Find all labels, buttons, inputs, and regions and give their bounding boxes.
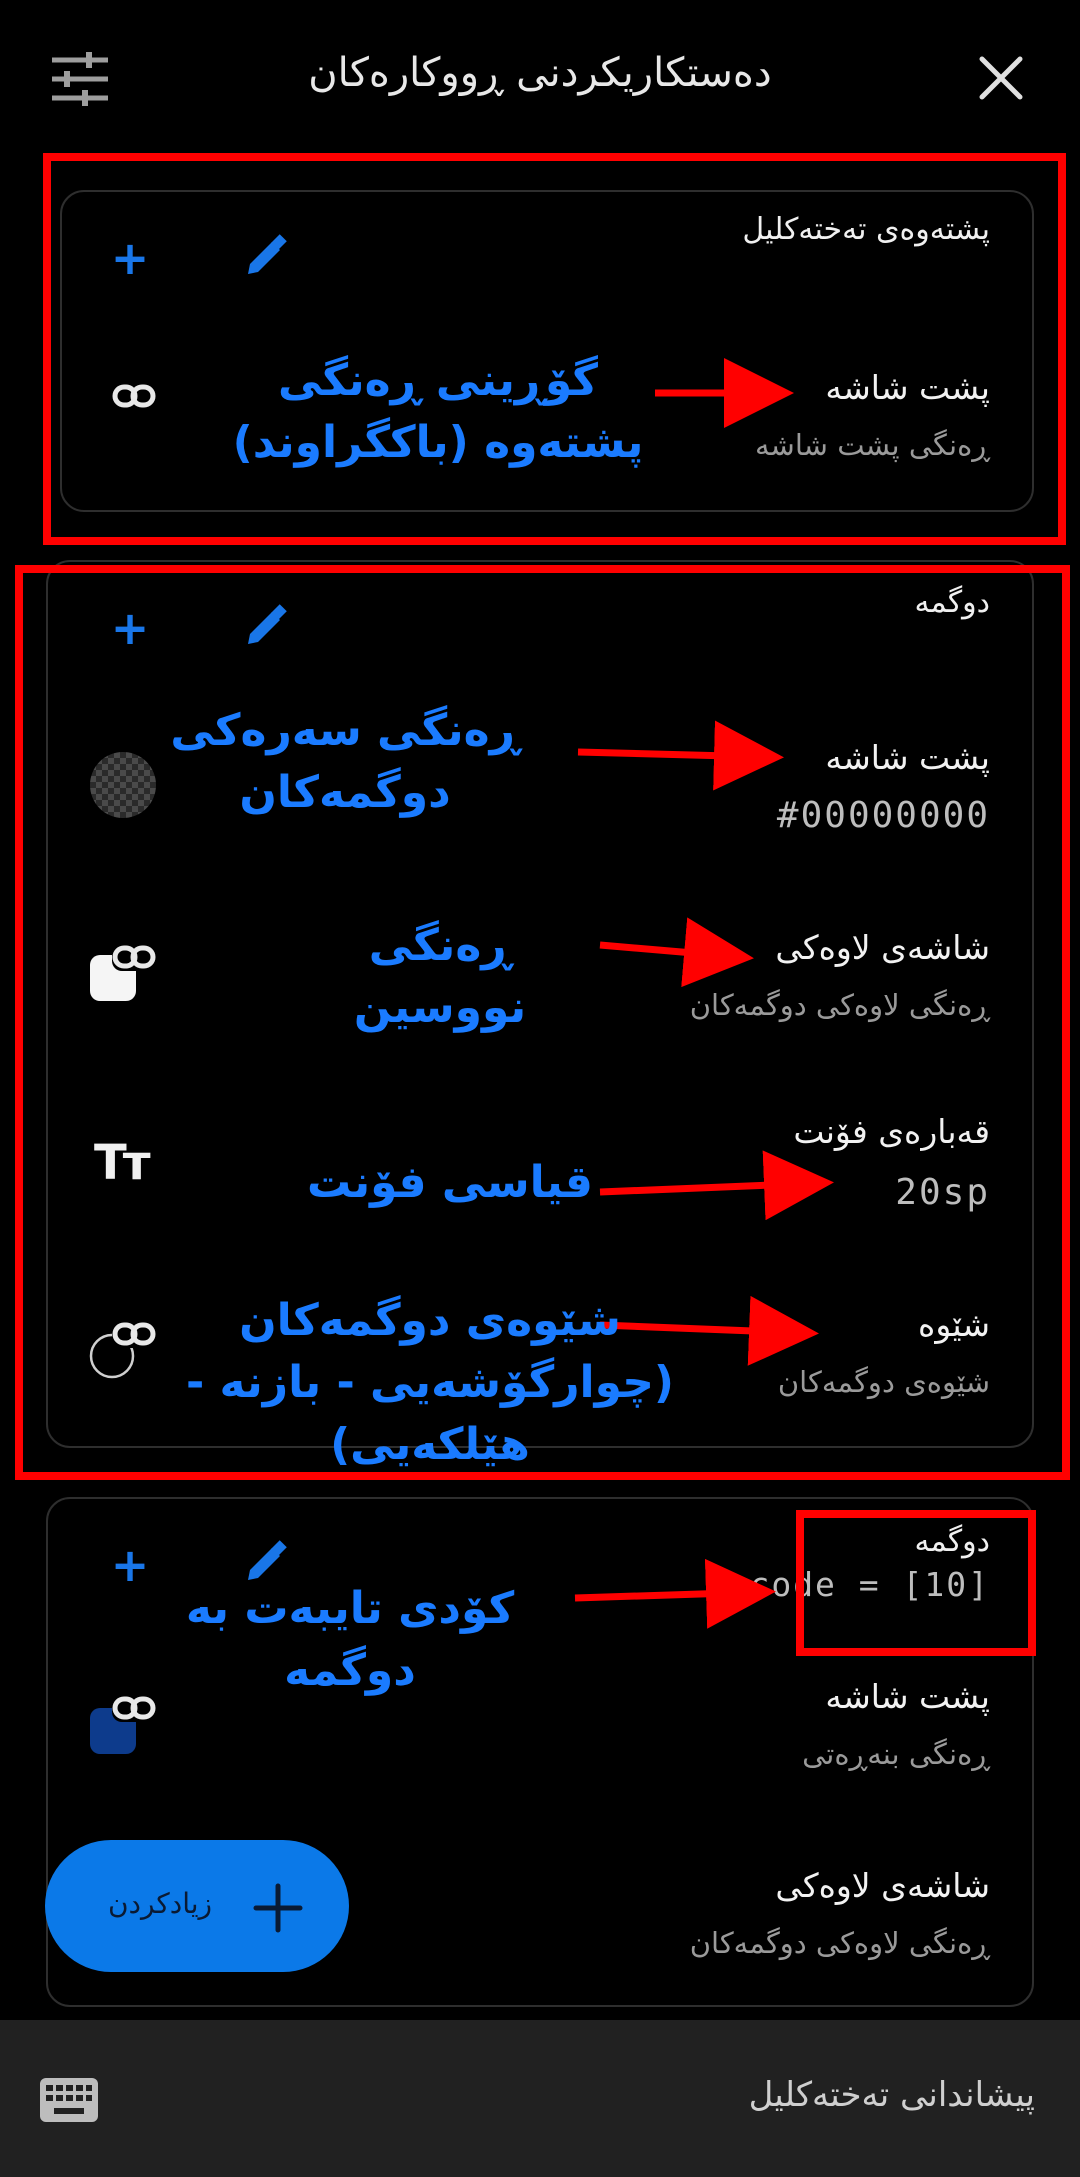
add-icon[interactable]: + (110, 601, 150, 655)
row-title-button-background[interactable]: پشت شاشە (825, 738, 990, 777)
annotation-font-size: قیاسی فۆنت (307, 1157, 593, 1208)
row-subtitle-secondary: ڕەنگی لاوەکی دوگمەکان (689, 988, 990, 1022)
add-button-label: زیادکردن (107, 1887, 213, 1920)
annotation-button-code: کۆدی تایبەت بە دوگمە (185, 1583, 515, 1696)
annotation-button-main-color: ڕەنگی سەرەکی دوگمەکان (170, 705, 520, 818)
annotation-background-color: گۆڕینی ڕەنگی پشتەوە (باکگراوند) (232, 355, 644, 468)
row-subtitle-shape: شێوەی دوگمەکان (777, 1365, 990, 1399)
annotation-text-color: ڕەنگی نووسین (353, 920, 527, 1033)
section-label-keyboard-background: پشتەوەی تەختەکلیل (742, 212, 990, 247)
annotation-button-shape: شێوەی دوگمەکان (چوارگۆشەیی - بازنە - هێلکەیی) (185, 1295, 675, 1470)
section-label-button: دوگمە (914, 585, 990, 620)
row-subtitle-code-secondary: ڕەنگی لاوەکی دوگمەکان (689, 1926, 990, 1960)
row-subtitle-background: ڕەنگی پشت شاشە (755, 428, 990, 462)
row-title-font-size[interactable]: قەبارەی فۆنت (793, 1112, 990, 1151)
show-keyboard-label[interactable]: پیشاندانی تەختەکلیل (748, 2075, 1035, 2115)
section-label-button-code: دوگمە (914, 1524, 990, 1559)
row-value-font-size: 20sp (895, 1172, 990, 1213)
add-icon[interactable]: + (110, 231, 150, 285)
row-title-code-background[interactable]: پشت شاشە (825, 1677, 990, 1716)
add-icon[interactable]: + (110, 1538, 150, 1592)
row-value-button-background: #00000000 (776, 795, 990, 836)
keyboard-icon[interactable] (40, 2078, 98, 2122)
row-title-secondary[interactable]: شاشەی لاوەکی (775, 928, 990, 967)
highlight-box-code (796, 1510, 1036, 1656)
row-title-background[interactable]: پشت شاشە (825, 368, 990, 407)
font-size-icon[interactable]: Tт (94, 1135, 147, 1191)
highlight-box-background (43, 153, 1066, 545)
row-subtitle-code-background: ڕەنگی بنەڕەتی (802, 1737, 990, 1771)
button-code-value: code = [10] (749, 1565, 990, 1604)
plus-icon (252, 1882, 304, 1934)
row-title-code-secondary[interactable]: شاشەی لاوەکی (775, 1866, 990, 1905)
close-icon[interactable] (978, 55, 1024, 101)
row-title-shape[interactable]: شێوە (918, 1305, 990, 1344)
page-title: دەستکاریکردنی ڕووکارەکان (308, 50, 772, 96)
